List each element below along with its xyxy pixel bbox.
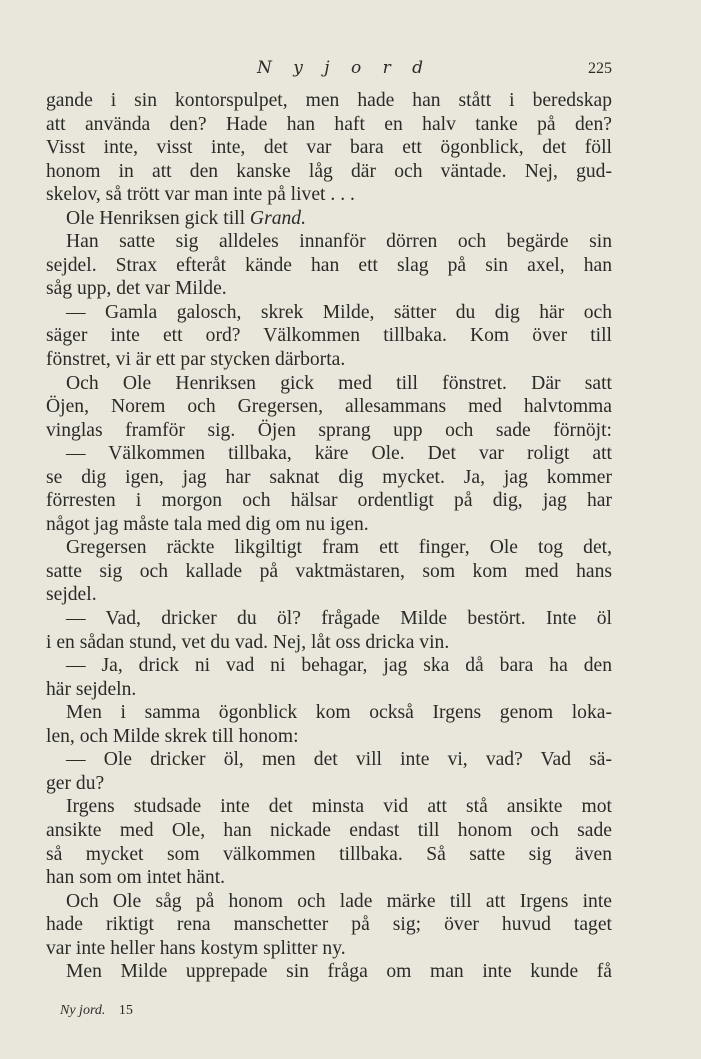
text-line: gande i sin kontorspulpet, men hade han stått i beredskap [46,90,612,111]
text-line: säger inte ett ord? Välkommen tillbaka. Kom över till [46,325,612,347]
signature-number: 15 [118,1003,133,1018]
text-line: att använda den? Hade han haft en halv tanke på den? [46,113,612,135]
text-line: fönstret, vi är ett par stycken därborta. [46,349,346,371]
text-line: Öjen, Norem och Gregersen, allesammans med halvtomma [46,396,612,418]
text-line: honom in att den kanske låg där och väntade. Nej, gud- [46,160,612,182]
page-footer [60,1003,133,1019]
text-line: len, och Milde skrek till honom: [46,725,299,747]
text-line: var inte heller hans kostym splitter ny. [46,937,346,959]
page-number: 225 [588,60,612,77]
text-line: Men Milde upprepade sin fråga om man inte kunde få [66,961,612,983]
text-line: Och Ole Henriksen gick med till fönstret. Där satt [66,372,612,394]
text-line: förresten i morgon och hälsar ordentligt på dig, jag har [46,490,612,512]
text-line: — Ja, drick ni vad ni behagar, jag ska då bara ha den [66,655,612,677]
text-line: här sejdeln. [46,678,137,700]
body-text [46,89,612,984]
text-line: hade riktigt rena manschetter på sig; över huvud taget [46,914,612,936]
text-line: Och Ole såg på honom och lade märke till att Irgens inte [66,890,612,912]
text-line: se dig igen, jag har saknat dig mycket. Ja, jag kommer [46,466,612,488]
text-line: vinglas framför sig. Öjen sprang upp och sade förnöjt: [46,419,612,441]
running-title: N y j o r d [256,58,431,78]
text-line: Gregersen räckte likgiltigt fram ett finger, Ole tog det, [66,537,612,559]
text-line: Irgens studsade inte det minsta vid att stå ansikte mot [66,796,612,818]
text-line: såg upp, det var Milde. [46,278,227,300]
signature-title: Ny jord. [60,1003,106,1018]
text-line: Han satte sig alldeles innanför dörren och begärde sin [66,231,612,253]
text-line: skelov, så trött var man inte på livet . . . [46,184,355,206]
text-line: — Gamla galosch, skrek Milde, sätter du dig här och [66,301,612,323]
text-line: — Vad, dricker du öl? frågade Milde bestört. Inte öl [66,608,612,630]
text-line: något jag måste tala med dig om nu igen. [46,513,369,535]
text-line: ansikte med Ole, han nickade endast till honom och sade [46,819,612,841]
text-line: Men i samma ögonblick kom också Irgens genom loka- [66,702,612,724]
text-line: Visst inte, visst inte, det var bara ett ögonblick, det föll [46,137,612,159]
text-line: i en sådan stund, vet du vad. Nej, låt oss dricka vin. [46,631,450,653]
text-line: så mycket som välkommen tillbaka. Så satte sig även [46,843,612,865]
text-line: — Välkommen tillbaka, käre Ole. Det var roligt att [66,443,612,465]
text-line: Ole Henriksen gick till Grand. [66,207,306,229]
text-line: — Ole dricker öl, men det vill inte vi, vad? Vad sä- [66,749,612,771]
text-line: satte sig och kallade på vaktmästaren, som kom med hans [46,560,612,582]
text-line: sejdel. Strax efteråt kände han ett slag på sin axel, han [46,254,612,276]
page-header [46,58,612,84]
text-line: ger du? [46,772,105,794]
text-line: sejdel. [46,584,97,606]
text-line: han som om intet hänt. [46,867,226,889]
italic-word: Grand. [249,207,306,229]
